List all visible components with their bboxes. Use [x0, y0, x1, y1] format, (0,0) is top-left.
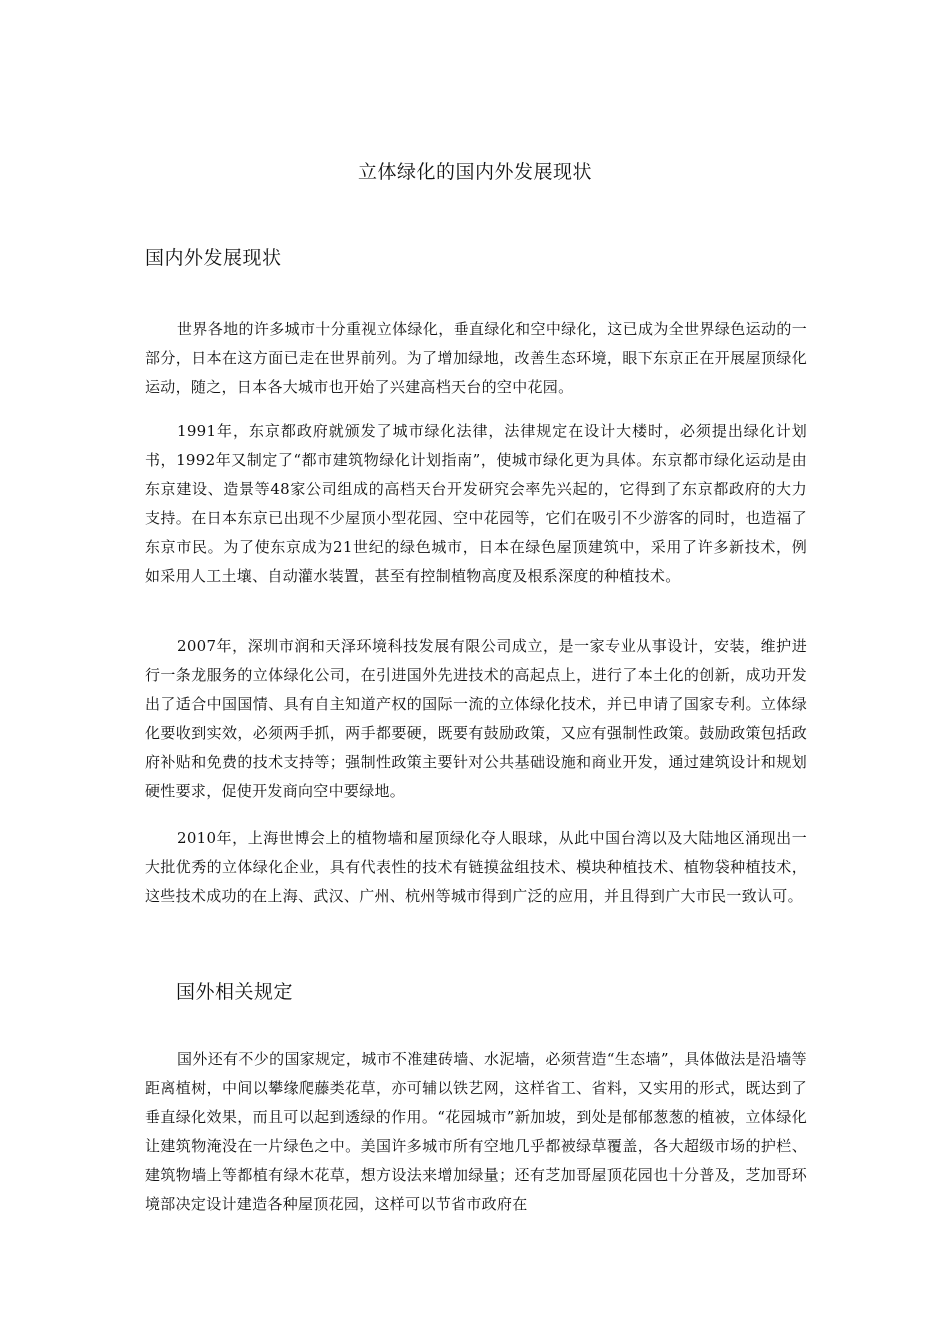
document-title: 立体绿化的国内外发展现状: [357, 161, 592, 183]
paragraph: 2010年，上海世博会上的植物墙和屋顶绿化夺人眼球，从此中国台湾以及大陆地区涌现出一大批优秀的立体绿化企业，具有代表性的技术有链摸盆组技术、模块种植技术、植物袋种植技术，这些技术成功的在上海、武汉、广州、杭州等城市得到广泛的应用，并且得到广大市民一致认可。: [145, 829, 807, 905]
paragraph: 国外还有不少的国家规定，城市不准建砖墙、水泥墙，必须营造“生态墙”，具体做法是沿墙等距离植树，中间以攀缘爬藤类花草，亦可辅以铁艺网，这样省工、省料，又实用的形式，既达到了垂直绿化效果，而且可以起到透绿的作用。“花园城市”新加坡，到处是郁郁葱葱的植被，立体绿化让建筑物淹没在一片绿色之中。美国许多城市所有空地几乎都被绿草覆盖，各大超级市场的护栏、建筑物墙上等都植有绿木花草，想方设法来增加绿量；还有芝加哥屋顶花园也十分普及，芝加哥环境部决定设计建造各种屋顶花园，这样可以节省市政府在: [145, 1050, 807, 1213]
section-heading-foreign-regulations: 国外相关规定: [176, 981, 294, 1003]
section-heading-domestic-foreign-status: 国内外发展现状: [145, 247, 282, 269]
paragraph: 2007年，深圳市润和天泽环境科技发展有限公司成立，是一家专业从事设计，安装，维护进行一条龙服务的立体绿化公司，在引进国外先进技术的高起点上，进行了本土化的创新，成功开发出了适合中国国情、具有自主知道产权的国际一流的立体绿化技术，并已申请了国家专利。立体绿化要收到实效，必须两手抓，两手都要硬，既要有鼓励政策，又应有强制性政策。鼓励政策包括政府补贴和免费的技术支持等；强制性政策主要针对公共基础设施和商业开发，通过建筑设计和规划硬性要求，促使开发商向空中要绿地。: [145, 637, 807, 800]
paragraph: 世界各地的许多城市十分重视立体绿化，垂直绿化和空中绿化，这已成为全世界绿色运动的一部分，日本在这方面已走在世界前列。为了增加绿地，改善生态环境，眼下东京正在开展屋顶绿化运动，随之，日本各大城市也开始了兴建高档天台的空中花园。: [145, 320, 807, 396]
paragraph: 1991年，东京都政府就颁发了城市绿化法律，法律规定在设计大楼时，必须提出绿化计划书，1992年又制定了“都市建筑物绿化计划指南”，使城市绿化更为具体。东京都市绿化运动是由东京建设、造景等48家公司组成的高档天台开发研究会率先兴起的，它得到了东京都政府的大力支持。在日本东京已出现不少屋顶小型花园、空中花园等，它们在吸引不少游客的同时，也造福了东京市民。为了使东京成为21世纪的绿色城市，日本在绿色屋顶建筑中，采用了许多新技术，例如采用人工土壤、自动灌水装置，甚至有控制植物高度及根系深度的种植技术。: [145, 422, 807, 585]
